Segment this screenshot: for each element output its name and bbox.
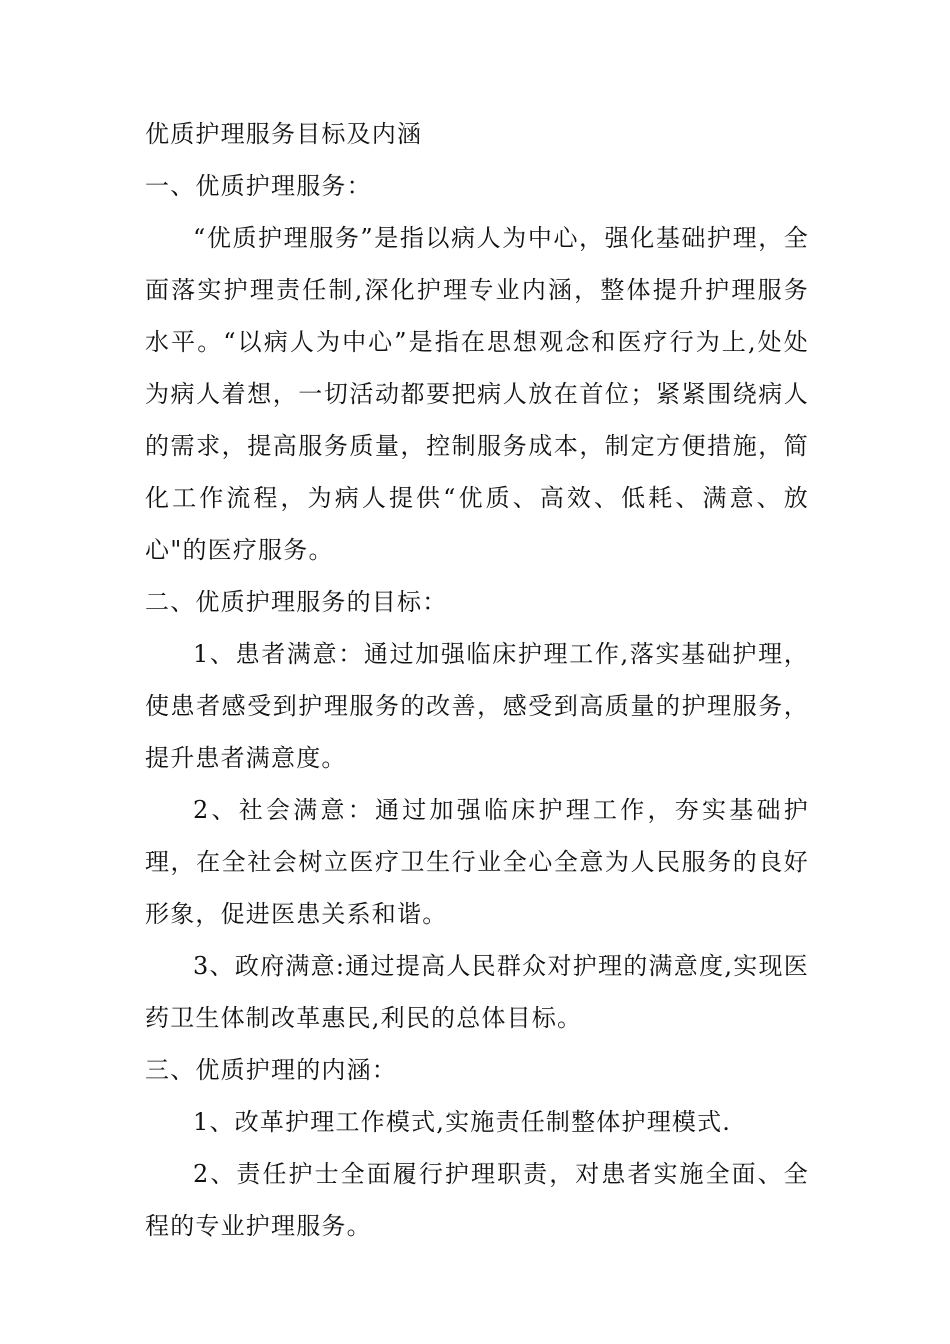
section-2-item-3: 3、政府满意:通过提高人民群众对护理的满意度,实现医药卫生体制改革惠民,利民的总体目标。 (145, 952, 809, 1032)
section-2-heading: 二、优质护理服务的目标： (145, 588, 448, 616)
section-3-heading: 三、优质护理的内涵： (145, 1056, 397, 1084)
section-3-item-1: 1、改革护理工作模式,实施责任制整体护理模式. (193, 1108, 732, 1136)
document-title: 优质护理服务目标及内涵 (145, 120, 423, 148)
document-page (145, 108, 809, 1252)
section-2-item-1: 1、患者满意：通过加强临床护理工作,落实基础护理，使患者感受到护理服务的改善，感受到高质量的护理服务，提升患者满意度。 (145, 640, 809, 772)
section-3-item-2: 2、责任护士全面履行护理职责，对患者实施全面、全程的专业护理服务。 (145, 1160, 809, 1240)
section-1-heading: 一、优质护理服务： (145, 172, 372, 200)
section-1-paragraph: “优质护理服务”是指以病人为中心，强化基础护理，全面落实护理责任制,深化护理专业内涵，整体提升护理服务水平。“以病人为中心”是指在思想观念和医疗行为上,处处为病人着想，一切活动都要把病人放在首位；紧紧围绕病人的需求，提高服务质量，控制服务成本，制定方便措施，简化工作流程，为病人提供“优质、高效、低耗、满意、放心"的医疗服务。 (145, 224, 809, 564)
section-2-item-2: 2、社会满意：通过加强临床护理工作，夯实基础护理，在全社会树立医疗卫生行业全心全意为人民服务的良好形象，促进医患关系和谐。 (145, 796, 809, 928)
